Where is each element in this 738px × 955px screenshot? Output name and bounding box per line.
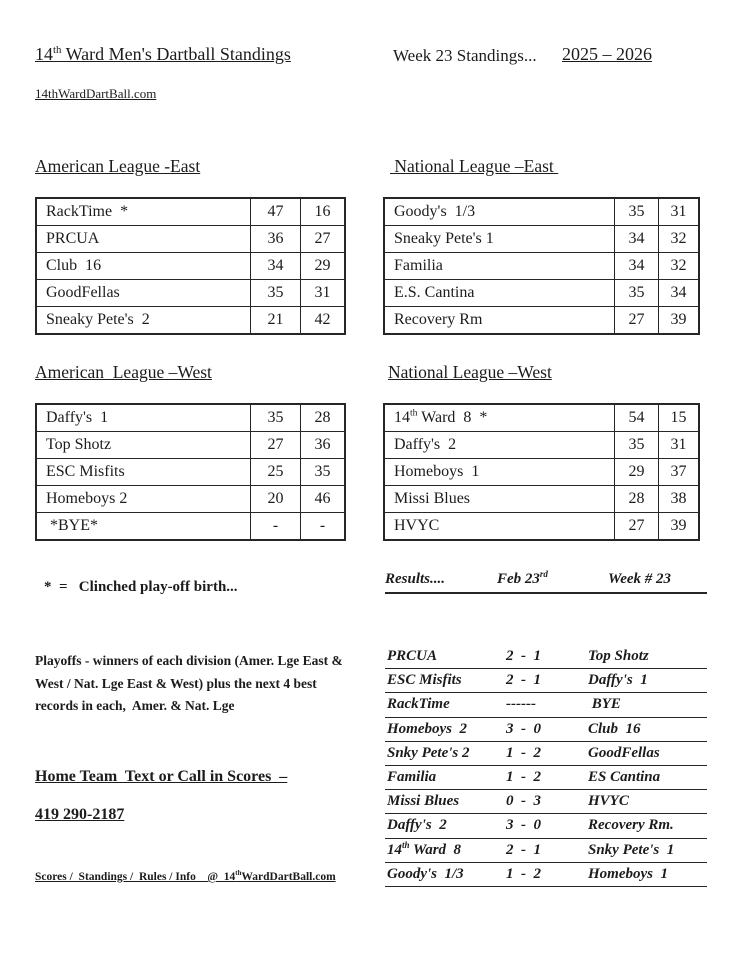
wins-cell: 35	[615, 199, 659, 225]
home-team-cell: Goody's 1/3	[387, 865, 464, 882]
losses-cell: 37	[670, 463, 687, 480]
results-week: Week # 23	[608, 571, 672, 587]
table-row	[37, 252, 344, 279]
team-name-cell: Missi Blues	[385, 486, 615, 512]
league-title-national-west: National League –West	[388, 362, 552, 382]
home-team-cell: 14th Ward 8	[387, 839, 462, 858]
result-row	[385, 645, 707, 669]
losses-cell: 27	[314, 230, 331, 247]
team-name-cell: Sneaky Pete's 1	[385, 226, 615, 252]
season-label: 2025 – 2026	[562, 44, 652, 64]
result-row	[385, 669, 707, 693]
losses-cell: 31	[670, 203, 687, 220]
wins-cell: 34	[615, 253, 659, 279]
result-row	[385, 718, 707, 742]
wins-cell: 29	[615, 459, 659, 485]
losses-cell: 28	[314, 409, 331, 426]
away-team-cell: Recovery Rm.	[588, 817, 674, 834]
team-name-cell: RackTime *	[37, 199, 251, 225]
score-cell: 1 - 2	[506, 744, 541, 761]
losses-cell: 31	[314, 284, 331, 301]
losses-cell: 42	[314, 311, 331, 328]
table-row	[385, 279, 698, 306]
team-name-cell: Familia	[385, 253, 615, 279]
league-title-american-west: American League –West	[35, 362, 212, 382]
table-row	[385, 485, 698, 512]
away-team-cell: HVYC	[588, 793, 629, 810]
wins-cell: 27	[251, 432, 301, 458]
losses-cell: 16	[314, 203, 331, 220]
team-name-cell: Homeboys 2	[37, 486, 251, 512]
score-cell: 0 - 3	[506, 793, 541, 810]
table-row	[37, 279, 344, 306]
score-cell: 2 - 1	[506, 648, 541, 664]
team-name-cell: PRCUA	[37, 226, 251, 252]
away-team-cell: Club 16	[588, 720, 641, 737]
losses-cell: -	[319, 517, 326, 534]
losses-cell: 39	[670, 517, 687, 534]
wins-cell: 34	[251, 253, 301, 279]
results-table	[385, 645, 707, 887]
home-team-cell: Snky Pete's 2	[387, 744, 470, 761]
away-team-cell: Daffy's 1	[588, 672, 648, 689]
results-date: Feb 23rd	[497, 569, 548, 587]
team-name-cell: E.S. Cantina	[385, 280, 615, 306]
result-row	[385, 863, 707, 887]
wins-cell: 35	[251, 280, 301, 306]
table-row	[37, 431, 344, 458]
losses-cell: 31	[670, 436, 687, 453]
home-team-cell: Homeboys 2	[387, 720, 467, 737]
team-name-cell: Top Shotz	[37, 432, 251, 458]
result-row	[385, 790, 707, 814]
footer-link: Scores / Standings / Rules / Info @ 14thWardDartBall.com	[35, 870, 336, 883]
losses-cell: 32	[670, 257, 687, 274]
league-title-national-east: National League –East	[390, 156, 559, 176]
standings-table-american-east	[35, 197, 346, 335]
table-row	[385, 458, 698, 485]
league-title-american-east: American League -East	[35, 156, 201, 176]
losses-cell: 34	[670, 284, 687, 301]
wins-cell: 36	[251, 226, 301, 252]
losses-cell: 36	[314, 436, 331, 453]
team-name-cell: Daffy's 1	[37, 405, 251, 431]
losses-cell: 15	[670, 409, 687, 426]
losses-cell: 32	[670, 230, 687, 247]
score-cell: ------	[506, 696, 536, 713]
team-name-cell: *BYE*	[37, 513, 251, 539]
result-row	[385, 766, 707, 790]
wins-cell: -	[251, 513, 301, 539]
team-name-cell: 14th Ward 8 *	[385, 405, 615, 431]
clinch-note: * = Clinched play-off birth...	[44, 579, 238, 595]
table-row	[37, 306, 344, 333]
phone-number: 419 290-2187	[35, 806, 125, 823]
team-name-cell: Daffy's 2	[385, 432, 615, 458]
home-team-cell: PRCUA	[387, 648, 438, 664]
wins-cell: 27	[615, 513, 659, 539]
home-team-cell: Daffy's 2	[387, 817, 447, 834]
away-team-cell: Homeboys 1	[588, 865, 668, 882]
team-name-cell: Recovery Rm	[385, 307, 615, 333]
week-label: Week 23 Standings...	[393, 46, 537, 65]
losses-cell: 38	[670, 490, 687, 507]
team-name-cell: GoodFellas	[37, 280, 251, 306]
wins-cell: 35	[615, 280, 659, 306]
team-name-cell: Club 16	[37, 253, 251, 279]
losses-cell: 29	[314, 257, 331, 274]
score-cell: 3 - 0	[506, 720, 541, 737]
website-link[interactable]: 14thWardDartBall.com	[35, 86, 157, 101]
wins-cell: 21	[251, 307, 301, 333]
table-row	[37, 485, 344, 512]
table-row	[385, 405, 698, 431]
wins-cell: 54	[615, 405, 659, 431]
losses-cell: 35	[314, 463, 331, 480]
table-row	[37, 512, 344, 539]
home-team-cell: Familia	[387, 768, 437, 785]
wins-cell: 28	[615, 486, 659, 512]
away-team-cell: Top Shotz	[588, 648, 649, 664]
team-name-cell: ESC Misfits	[37, 459, 251, 485]
wins-cell: 20	[251, 486, 301, 512]
table-row	[37, 405, 344, 431]
team-name-cell: Goody's 1/3	[385, 199, 615, 225]
standings-table-american-west	[35, 403, 346, 541]
away-team-cell: GoodFellas	[588, 744, 660, 761]
home-team-note: Home Team Text or Call in Scores –	[35, 768, 288, 785]
standings-table-national-west	[383, 403, 700, 541]
home-team-cell: RackTime	[387, 696, 450, 713]
score-cell: 1 - 2	[506, 768, 541, 785]
team-name-cell: Sneaky Pete's 2	[37, 307, 251, 333]
home-team-cell: ESC Misfits	[387, 672, 462, 689]
table-row	[37, 199, 344, 225]
wins-cell: 35	[251, 405, 301, 431]
standings-table-national-east	[383, 197, 700, 335]
table-row	[385, 431, 698, 458]
wins-cell: 34	[615, 226, 659, 252]
wins-cell: 25	[251, 459, 301, 485]
table-row	[385, 512, 698, 539]
score-cell: 2 - 1	[506, 841, 541, 858]
score-cell: 3 - 0	[506, 817, 541, 834]
playoffs-note: Playoffs - winners of each division (Amer. Lge East & West / Nat. Lge East & West) plus the next 4 best records in each, Amer. & Nat. Lge	[35, 653, 346, 713]
result-row	[385, 742, 707, 766]
losses-cell: 39	[670, 311, 687, 328]
wins-cell: 47	[251, 199, 301, 225]
result-row	[385, 814, 707, 838]
score-cell: 2 - 1	[506, 672, 541, 689]
wins-cell: 27	[615, 307, 659, 333]
page-title: 14th Ward Men's Dartball Standings	[35, 44, 291, 64]
table-row	[385, 252, 698, 279]
wins-cell: 35	[615, 432, 659, 458]
away-team-cell: BYE	[588, 696, 621, 713]
results-label: Results....	[385, 571, 446, 587]
result-row	[385, 693, 707, 717]
team-name-cell: Homeboys 1	[385, 459, 615, 485]
score-cell: 1 - 2	[506, 865, 541, 882]
table-row	[385, 199, 698, 225]
results-header	[385, 571, 707, 594]
table-row	[37, 225, 344, 252]
table-row	[385, 225, 698, 252]
result-row	[385, 839, 707, 863]
away-team-cell: ES Cantina	[588, 768, 661, 785]
home-team-cell: Missi Blues	[387, 793, 460, 810]
table-row	[37, 458, 344, 485]
losses-cell: 46	[314, 490, 331, 507]
table-row	[385, 306, 698, 333]
team-name-cell: HVYC	[385, 513, 615, 539]
away-team-cell: Snky Pete's 1	[588, 841, 675, 858]
